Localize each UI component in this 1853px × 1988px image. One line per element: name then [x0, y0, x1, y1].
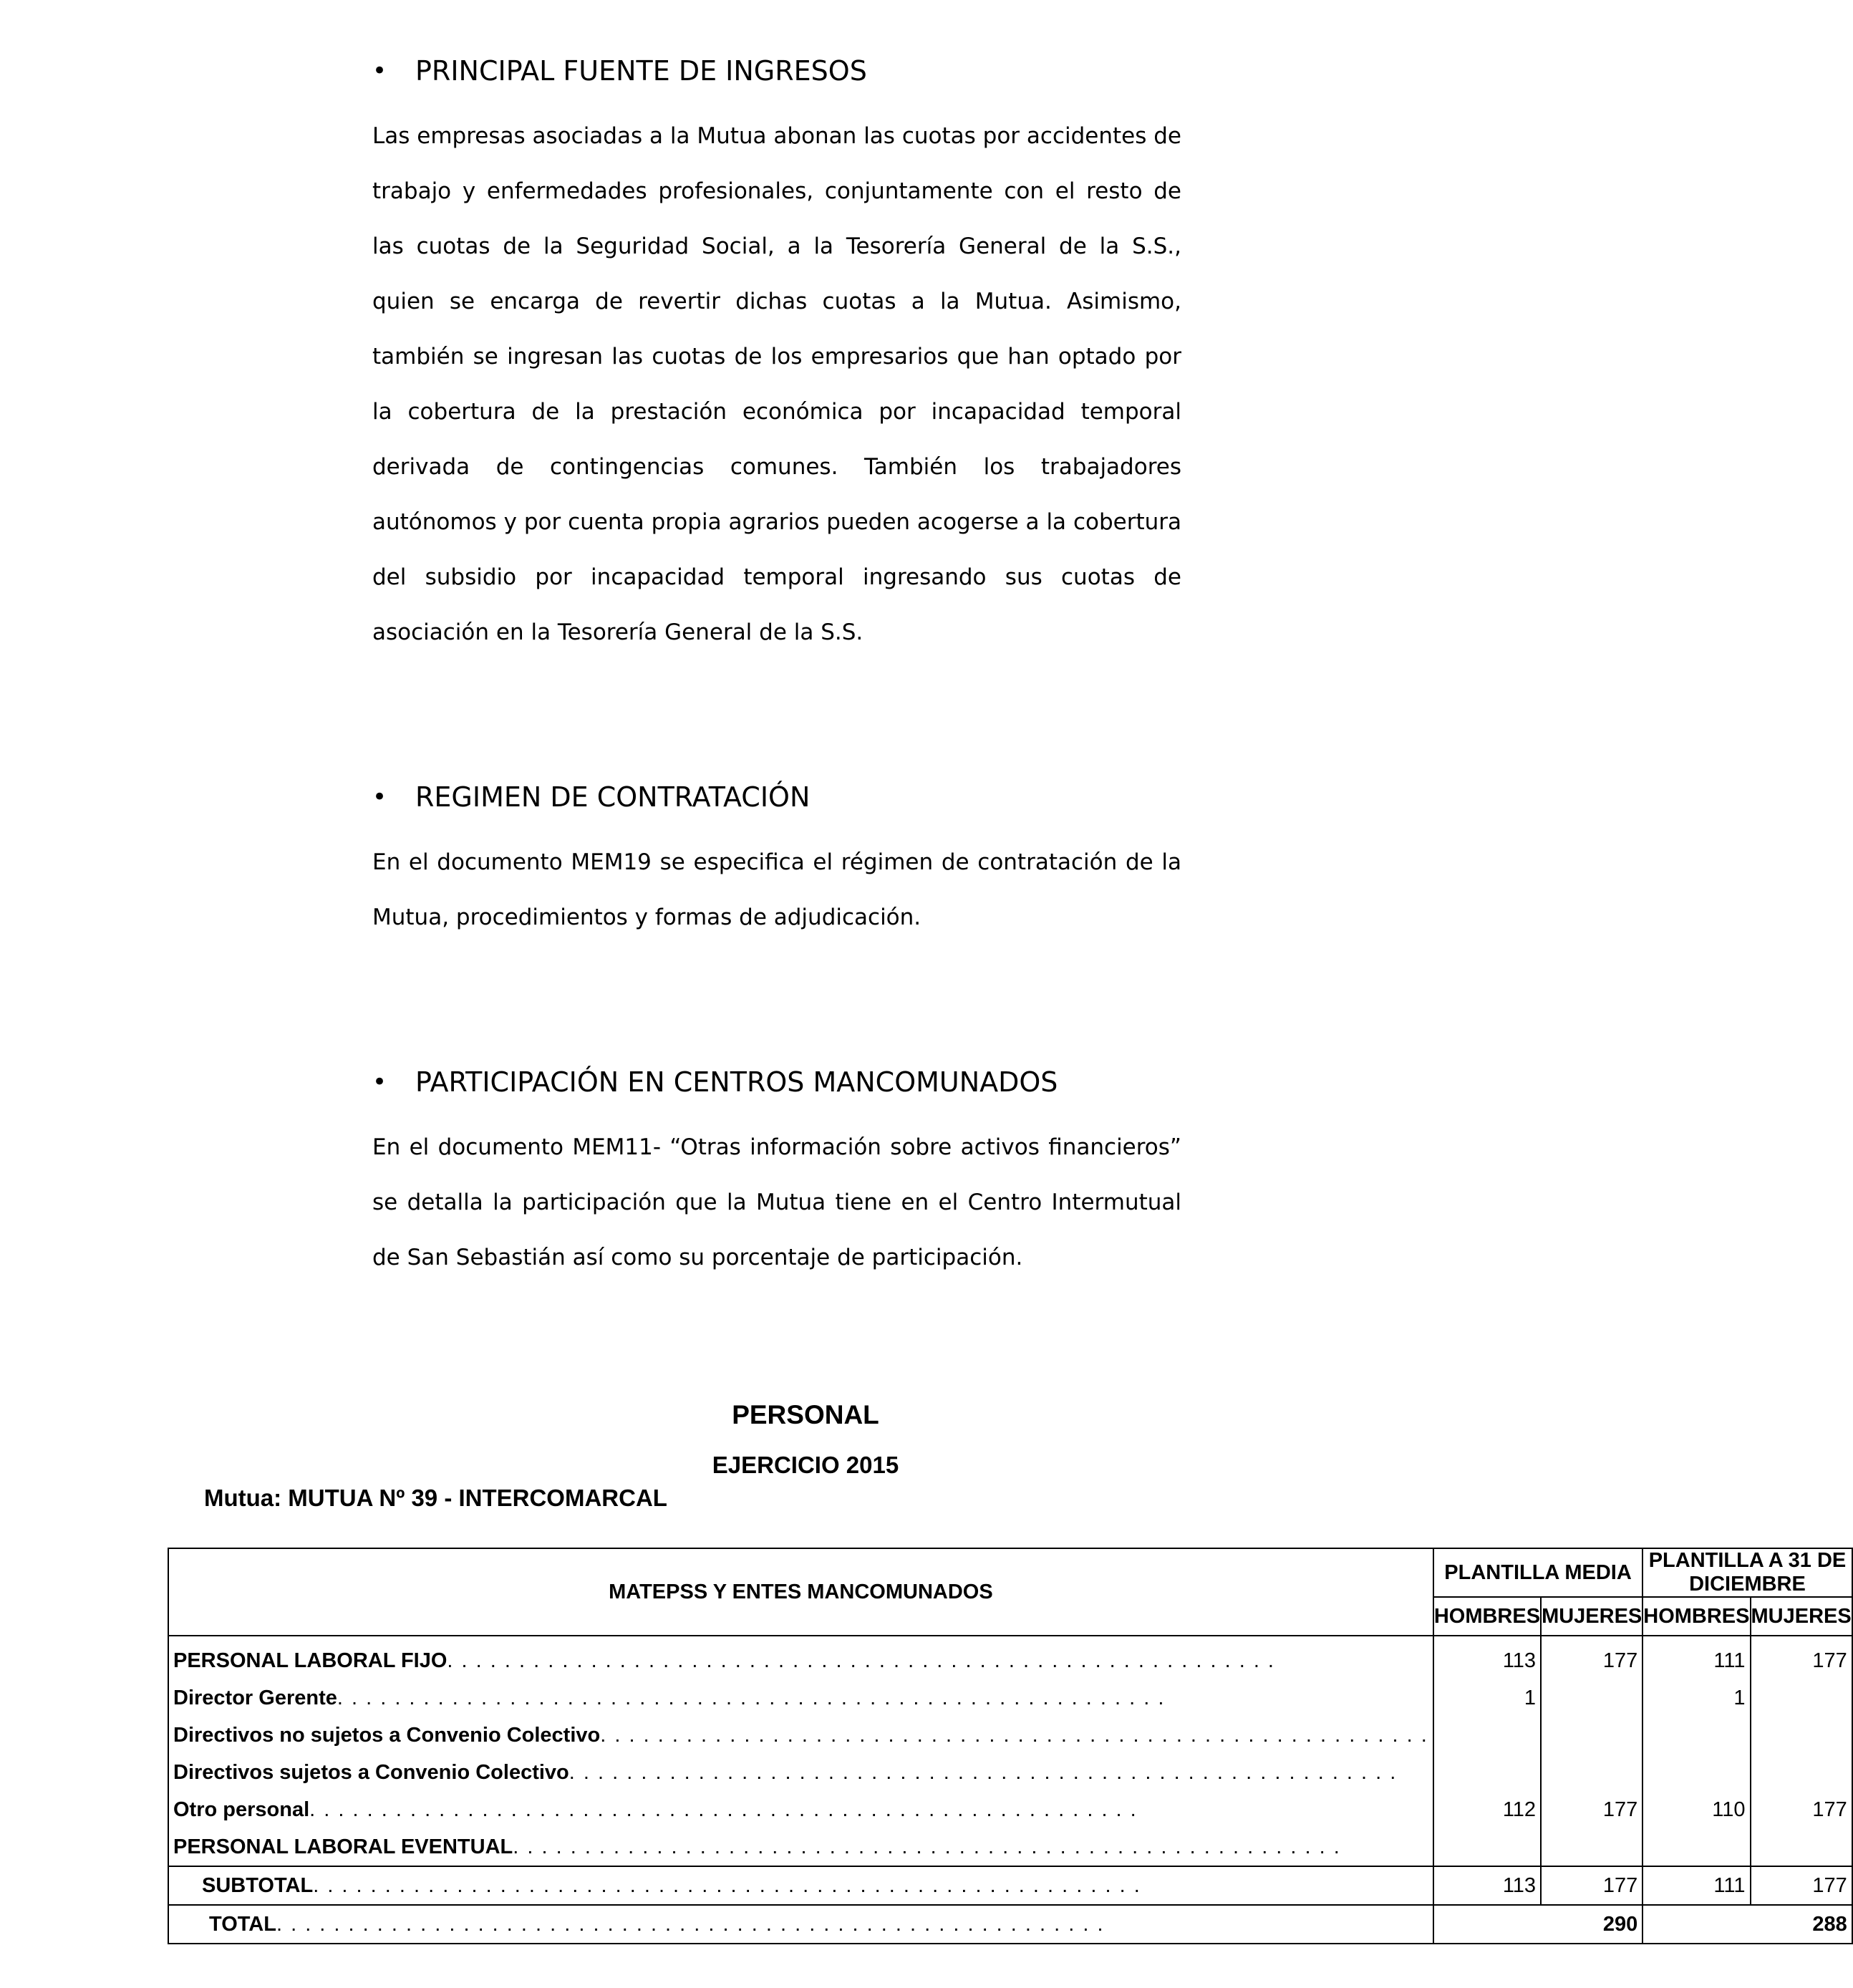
- cell-value: 177: [1541, 1866, 1642, 1905]
- cell-value: 111: [1642, 1866, 1750, 1905]
- cell-value: [1642, 1754, 1750, 1791]
- cell-value: 1: [1433, 1679, 1541, 1717]
- col-header-mujeres: MUJERES: [1541, 1597, 1642, 1636]
- section-principal-fuente: [372, 54, 1181, 660]
- cell-value: 112: [1433, 1791, 1541, 1828]
- section-paragraph: Las empresas asociadas a la Mutua abonan las cuotas por accidentes de trabajo y enfermedades profesionales, conjuntamente con el resto de las cuotas de la Seguridad Social, a la Tesorería General de la S.S., quien se encarga de revertir dichas cuotas a la Mutua. Asimismo, también se ingresan las cuotas de los empresarios que han optado por la cobertura de la prestación económica por incapacidad temporal derivada de contingencias comunes. También los trabajadores autónomos y por cuenta propia agrarios pueden acogerse a la cobertura del subsidio por incapacidad temporal ingresando sus cuotas de asociación en la Tesorería General de la S.S.: [372, 123, 1181, 645]
- cell-value: [1642, 1717, 1750, 1754]
- cell-value: 177: [1751, 1866, 1852, 1905]
- cell-value: 111: [1642, 1636, 1750, 1679]
- bullet-icon: •: [372, 57, 387, 85]
- section-heading-text: PARTICIPACIÓN EN CENTROS MANCOMUNADOS: [415, 1066, 1058, 1098]
- table-row: [168, 1754, 1852, 1791]
- group-header-plantilla-diciembre: PLANTILLA A 31 DE DICIEMBRE: [1642, 1548, 1852, 1597]
- cell-value: [1433, 1754, 1541, 1791]
- row-header: MATEPSS Y ENTES MANCOMUNADOS: [168, 1548, 1433, 1636]
- row-label: Director Gerente. . . . . . . . . . . . . . . . . . . . . . . . . . . . . . . . . . . . . . . . . . . . . . . . . . . . . . . . . .: [168, 1679, 1433, 1717]
- bullet-icon: •: [372, 783, 387, 811]
- section-heading: [372, 1066, 1181, 1099]
- cell-value: [1751, 1828, 1852, 1866]
- report-entity: Mutua: MUTUA Nº 39 - INTERCOMARCAL: [204, 1485, 667, 1511]
- subtotal-row: [168, 1866, 1852, 1905]
- cell-value: 177: [1751, 1636, 1852, 1679]
- section-heading: [372, 781, 1181, 814]
- row-label: Otro personal. . . . . . . . . . . . . . . . . . . . . . . . . . . . . . . . . . . . . . . . . . . . . . . . . . . . . . . . . .: [168, 1791, 1433, 1828]
- section-regimen-contratacion: [372, 781, 1181, 945]
- table-row: [168, 1679, 1852, 1717]
- total-label: TOTAL. . . . . . . . . . . . . . . . . . . . . . . . . . . . . . . . . . . . . . . . . . . . . . . . . . . . . . . . . .: [168, 1905, 1433, 1944]
- cell-value: [1751, 1754, 1852, 1791]
- total-row: [168, 1905, 1852, 1944]
- cell-value: 1: [1642, 1679, 1750, 1717]
- personal-table: [168, 1548, 1853, 1944]
- section-heading-text: PRINCIPAL FUENTE DE INGRESOS: [415, 55, 867, 87]
- total-plantilla-media: 290: [1433, 1905, 1642, 1944]
- bullet-icon: •: [372, 1068, 387, 1096]
- col-header-hombres: HOMBRES: [1642, 1597, 1750, 1636]
- total-plantilla-diciembre: 288: [1642, 1905, 1852, 1944]
- section-heading: [372, 54, 1181, 87]
- cell-value: [1541, 1717, 1642, 1754]
- cell-value: [1541, 1754, 1642, 1791]
- cell-value: [1642, 1828, 1750, 1866]
- section-participacion-centros: [372, 1066, 1181, 1285]
- cell-value: 113: [1433, 1636, 1541, 1679]
- row-label: PERSONAL LABORAL FIJO. . . . . . . . . . . . . . . . . . . . . . . . . . . . . . . . . . . . . . . . . . . . . . . . . . . . . . . . . .: [168, 1636, 1433, 1679]
- cell-value: 177: [1751, 1791, 1852, 1828]
- report-subtitle: EJERCICIO 2015: [712, 1452, 899, 1478]
- section-paragraph: En el documento MEM19 se especifica el régimen de contratación de la Mutua, procedimientos y formas de adjudicación.: [372, 849, 1181, 930]
- cell-value: [1751, 1679, 1852, 1717]
- table-row: [168, 1828, 1852, 1866]
- row-label: Directivos sujetos a Convenio Colectivo. . . . . . . . . . . . . . . . . . . . . . . . . . . . . . . . . . . . . . . . . . . . . . . . . . . . . . . . . .: [168, 1754, 1433, 1791]
- section-paragraph: En el documento MEM11- “Otras información sobre activos financieros” se detalla la participación que la Mutua tiene en el Centro Intermutual de San Sebastián así como su porcentaje de participación.: [372, 1134, 1181, 1270]
- group-header-plantilla-media: PLANTILLA MEDIA: [1433, 1548, 1642, 1597]
- cell-value: [1751, 1717, 1852, 1754]
- cell-value: [1433, 1717, 1541, 1754]
- cell-value: [1541, 1679, 1642, 1717]
- row-label: Directivos no sujetos a Convenio Colectivo. . . . . . . . . . . . . . . . . . . . . . . . . . . . . . . . . . . . . . . . . . . . . . . . . . . . . . . . . .: [168, 1717, 1433, 1754]
- col-header-hombres: HOMBRES: [1433, 1597, 1541, 1636]
- cell-value: 177: [1541, 1791, 1642, 1828]
- table-row: [168, 1717, 1852, 1754]
- row-label: PERSONAL LABORAL EVENTUAL. . . . . . . . . . . . . . . . . . . . . . . . . . . . . . . . . . . . . . . . . . . . . . . . . . . . . . . . . .: [168, 1828, 1433, 1866]
- cell-value: [1433, 1828, 1541, 1866]
- cell-value: [1541, 1828, 1642, 1866]
- cell-value: 177: [1541, 1636, 1642, 1679]
- cell-value: 113: [1433, 1866, 1541, 1905]
- col-header-mujeres: MUJERES: [1751, 1597, 1852, 1636]
- cell-value: 110: [1642, 1791, 1750, 1828]
- report-title: PERSONAL: [732, 1400, 879, 1429]
- table-row: [168, 1791, 1852, 1828]
- table-row: [168, 1636, 1852, 1679]
- section-heading-text: REGIMEN DE CONTRATACIÓN: [415, 781, 811, 813]
- subtotal-label: SUBTOTAL. . . . . . . . . . . . . . . . . . . . . . . . . . . . . . . . . . . . . . . . . . . . . . . . . . . . . . . . . .: [168, 1866, 1433, 1905]
